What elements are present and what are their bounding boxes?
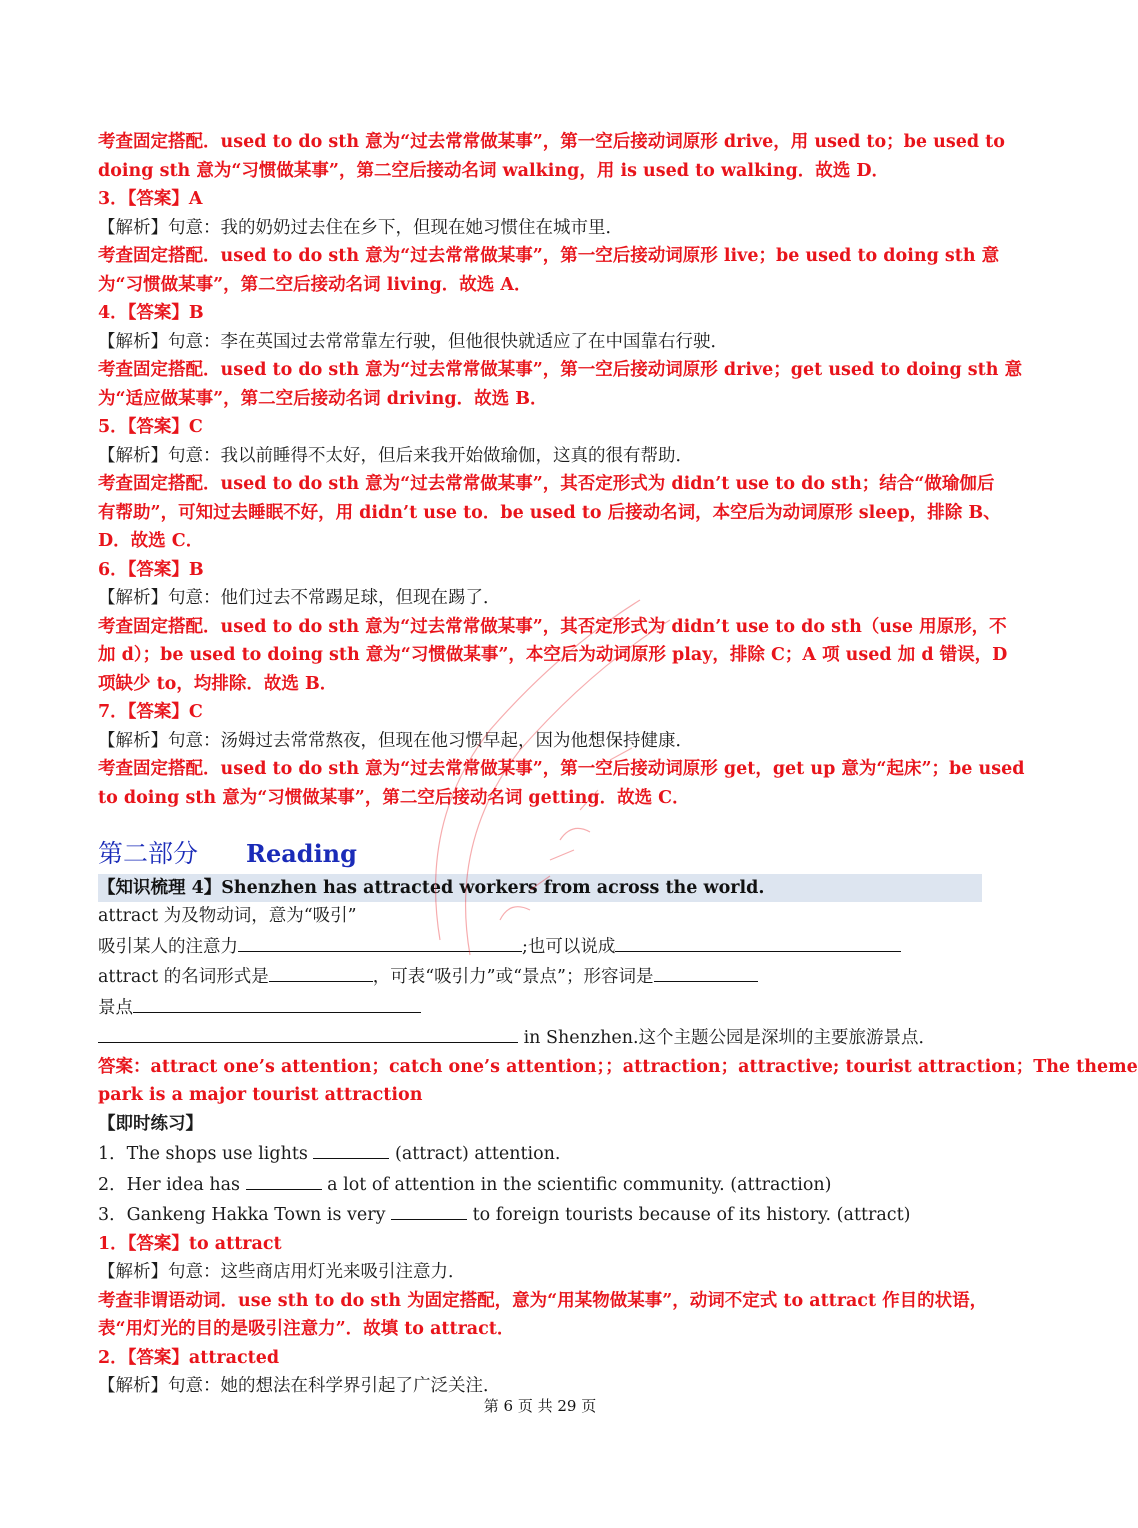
practice-2-post: a lot of attention in the scientific community. (attraction) xyxy=(321,1174,832,1195)
kb-line-3b: ，可表“吸引力”或“景点”；形容词是 xyxy=(372,967,654,987)
top-line-7: 4．【答案】B xyxy=(98,303,204,323)
practice-item-1 xyxy=(98,1138,982,1169)
kb-answer-line-2: park is a major tourist attraction xyxy=(98,1085,423,1105)
top-line-17: 【解析】句意：他们过去不常踢足球，但现在踢了． xyxy=(98,588,501,608)
kb-line-5 xyxy=(98,1022,982,1053)
practice-title: 【即时练习】 xyxy=(98,1113,203,1134)
top-line-13: 考查固定搭配．used to do sth 意为“过去常常做某事”，其否定形式为 didn’t use to do sth；结合“做瑜伽后 xyxy=(98,474,995,494)
practice-1-blank[interactable] xyxy=(313,1138,389,1159)
top-line-23: 考查固定搭配．used to do sth 意为“过去常常做某事”，第一空后接动词原形 get，get up 意为“起床”；be used xyxy=(98,759,1025,779)
blank-tourist-attraction[interactable] xyxy=(133,992,421,1013)
top-line-15: D．故选 C． xyxy=(98,531,204,551)
document-page xyxy=(98,128,1138,1401)
top-line-18: 考查固定搭配．used to do sth 意为“过去常常做某事”，其否定形式为 didn’t use to do sth（use 用原形，不 xyxy=(98,616,1007,637)
top-line-11: 5．【答案】C xyxy=(98,417,203,437)
bottom-line-5: 2．【答案】attracted xyxy=(98,1347,280,1368)
section-title-en: Reading xyxy=(246,839,357,868)
kb-answer-line-1: 答案：attract one’s attention；catch one’s attention；；attraction；attractive; tourist attraction；The theme xyxy=(98,1056,1138,1077)
practice-2-blank[interactable] xyxy=(246,1169,322,1190)
top-line-8: 【解析】句意：李在英国过去常常靠左行驶，但他很快就适应了在中国靠右行驶． xyxy=(98,331,728,352)
practice-1-post: (attract) attention. xyxy=(389,1144,561,1164)
top-line-12: 【解析】句意：我以前睡得不太好，但后来我开始做瑜伽，这真的很有帮助． xyxy=(98,445,693,466)
top-line-19: 加 d）；be used to doing sth 意为“习惯做某事”，本空后为动词原形 play，排除 C；A 项 used 加 d 错误，D xyxy=(98,645,1008,665)
blank-catch-attention[interactable] xyxy=(615,931,901,952)
kb-line-2a: 吸引某人的注意力 xyxy=(98,936,238,957)
kb-line-4 xyxy=(98,992,982,1023)
section-heading xyxy=(98,834,982,874)
page-footer: 第 6 页 共 29 页 xyxy=(483,1397,597,1415)
top-line-6: 为“习惯做某事”，第二空后接动名词 living．故选 A． xyxy=(98,274,532,295)
kb-line-2b: ;也可以说成 xyxy=(522,936,616,957)
top-line-3: 3．【答案】A xyxy=(98,189,203,209)
bottom-line-1: 1．【答案】to attract xyxy=(98,1233,282,1254)
blank-noun-form[interactable] xyxy=(269,961,373,982)
blank-sentence-translation[interactable] xyxy=(98,1022,518,1043)
practice-item-3 xyxy=(98,1199,982,1230)
kb-line-1: attract 为及物动词，意为“吸引” xyxy=(98,906,357,926)
blank-adjective-form[interactable] xyxy=(654,961,758,982)
practice-1-pre: 1．The shops use lights xyxy=(98,1144,314,1164)
practice-3-post: to foreign tourists because of its history. (attract) xyxy=(467,1205,911,1225)
knowledge-bar: 【知识梳理 4】Shenzhen has attracted workers from across the world. xyxy=(98,874,982,902)
top-line-1: 考查固定搭配．used to do sth 意为“过去常常做某事”，第一空后接动词原形 drive，用 used to；be used to xyxy=(98,132,1005,152)
top-line-9: 考查固定搭配．used to do sth 意为“过去常常做某事”，第一空后接动词原形 drive；get used to doing sth 意 xyxy=(98,360,1023,380)
bottom-line-6: 【解析】句意：她的想法在科学界引起了广泛关注． xyxy=(98,1376,501,1396)
kb-line-3 xyxy=(98,961,982,992)
top-line-21: 7．【答案】C xyxy=(98,702,203,722)
kb-line-2 xyxy=(98,931,982,962)
top-line-10: 为“适应做某事”，第二空后接动名词 driving．故选 B． xyxy=(98,388,548,409)
kb-line-4-label: 景点 xyxy=(98,997,133,1018)
answer-explanations-top xyxy=(98,128,1025,812)
kb-line-5-text: in Shenzhen.这个主题公园是深圳的主要旅游景点． xyxy=(518,1028,937,1048)
top-line-5: 考查固定搭配．used to do sth 意为“过去常常做某事”，第一空后接动词原形 live；be used to doing sth 意 xyxy=(98,246,1000,266)
top-line-2: doing sth 意为“习惯做某事”，第二空后接动名词 walking，用 is used to walking．故选 D． xyxy=(98,160,889,181)
top-line-16: 6．【答案】B xyxy=(98,559,204,580)
practice-3-blank[interactable] xyxy=(391,1199,467,1220)
section-title-cn: 第二部分 xyxy=(98,839,199,868)
bottom-line-4: 表“用灯光的目的是吸引注意力”．故填 to attract． xyxy=(98,1319,515,1339)
top-line-24: to doing sth 意为“习惯做某事”，第二空后接动名词 getting．故选 C． xyxy=(98,787,690,808)
top-line-20: 项缺少 to，均排除．故选 B． xyxy=(98,673,338,694)
kb-line-3a: attract 的名词形式是 xyxy=(98,967,269,987)
answer-explanations-bottom xyxy=(98,1230,988,1401)
top-line-22: 【解析】句意：汤姆过去常常熬夜，但现在他习惯早起，因为他想保持健康． xyxy=(98,730,693,751)
practice-3-pre: 3．Gankeng Hakka Town is very xyxy=(98,1205,392,1225)
bottom-line-3: 考查非谓语动词．use sth to do sth 为固定搭配，意为“用某物做某事”，动词不定式 to attract 作目的状语， xyxy=(98,1290,988,1311)
top-line-14: 有帮助”，可知过去睡眠不好，用 didn’t use to．be used to 后接动名词，本空后为动词原形 sleep，排除 B、 xyxy=(98,502,1001,523)
practice-item-2 xyxy=(98,1169,982,1200)
bottom-line-2: 【解析】句意：这些商店用灯光来吸引注意力． xyxy=(98,1262,466,1282)
top-line-4: 【解析】句意：我的奶奶过去住在乡下，但现在她习惯住在城市里． xyxy=(98,217,623,238)
practice-2-pre: 2．Her idea has xyxy=(98,1174,246,1195)
blank-attract-attention[interactable] xyxy=(238,931,522,952)
